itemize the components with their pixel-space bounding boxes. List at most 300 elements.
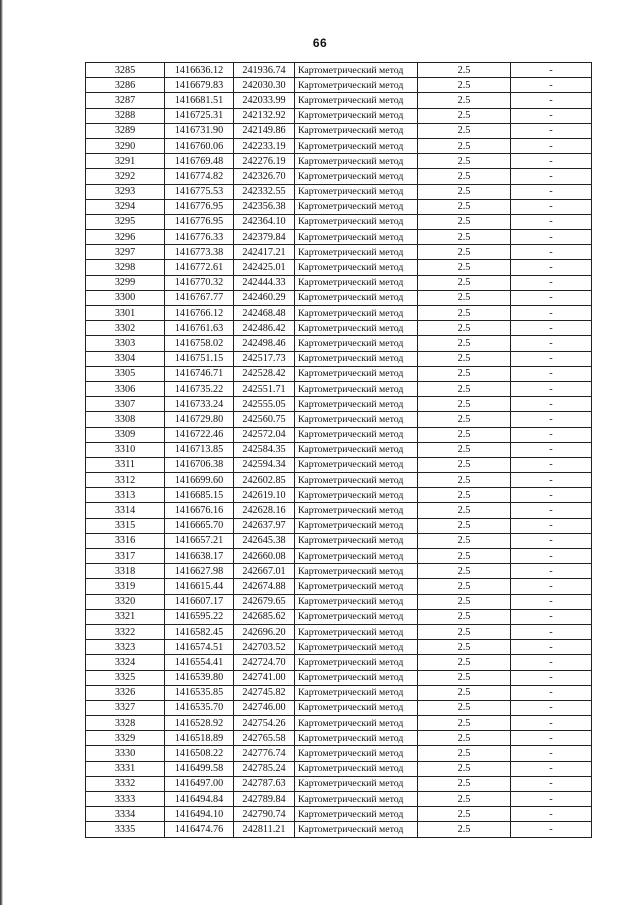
y-coordinate-cell: 242379.84: [234, 230, 295, 245]
x-coordinate-cell: 1416706.38: [165, 457, 234, 472]
y-coordinate-cell: 242584.35: [234, 442, 295, 457]
scan-edge-shadow: [0, 0, 3, 905]
x-coordinate-cell: 1416731.90: [165, 123, 234, 138]
accuracy-cell: 2.5: [418, 807, 511, 822]
point-number-cell: 3290: [86, 138, 165, 153]
method-cell: Картометрический метод: [295, 655, 418, 670]
note-cell: -: [511, 518, 592, 533]
method-cell: Картометрический метод: [295, 792, 418, 807]
point-number-cell: 3316: [86, 533, 165, 548]
method-cell: Картометрический метод: [295, 138, 418, 153]
point-number-cell: 3291: [86, 154, 165, 169]
point-number-cell: 3333: [86, 792, 165, 807]
note-cell: -: [511, 290, 592, 305]
y-coordinate-cell: 242790.74: [234, 807, 295, 822]
method-cell: Картометрический метод: [295, 518, 418, 533]
y-coordinate-cell: 242679.65: [234, 594, 295, 609]
x-coordinate-cell: 1416474.76: [165, 822, 234, 837]
table-row: [86, 549, 592, 564]
point-number-cell: 3299: [86, 275, 165, 290]
table-row: [86, 670, 592, 685]
table-row: [86, 93, 592, 108]
note-cell: -: [511, 351, 592, 366]
y-coordinate-cell: 241936.74: [234, 63, 295, 78]
accuracy-cell: 2.5: [418, 533, 511, 548]
accuracy-cell: 2.5: [418, 685, 511, 700]
method-cell: Картометрический метод: [295, 473, 418, 488]
x-coordinate-cell: 1416773.38: [165, 245, 234, 260]
accuracy-cell: 2.5: [418, 761, 511, 776]
y-coordinate-cell: 242602.85: [234, 473, 295, 488]
y-coordinate-cell: 242754.26: [234, 716, 295, 731]
note-cell: -: [511, 503, 592, 518]
point-number-cell: 3288: [86, 108, 165, 123]
point-number-cell: 3313: [86, 488, 165, 503]
y-coordinate-cell: 242619.10: [234, 488, 295, 503]
table-row: [86, 685, 592, 700]
y-coordinate-cell: 242696.20: [234, 624, 295, 639]
note-cell: -: [511, 321, 592, 336]
method-cell: Картометрический метод: [295, 776, 418, 791]
x-coordinate-cell: 1416725.31: [165, 108, 234, 123]
method-cell: Картометрический метод: [295, 640, 418, 655]
method-cell: Картометрический метод: [295, 442, 418, 457]
table-row: [86, 624, 592, 639]
table-row: [86, 442, 592, 457]
note-cell: -: [511, 169, 592, 184]
y-coordinate-cell: 242417.21: [234, 245, 295, 260]
point-number-cell: 3305: [86, 366, 165, 381]
note-cell: -: [511, 442, 592, 457]
accuracy-cell: 2.5: [418, 108, 511, 123]
note-cell: -: [511, 488, 592, 503]
x-coordinate-cell: 1416733.24: [165, 397, 234, 412]
point-number-cell: 3330: [86, 746, 165, 761]
accuracy-cell: 2.5: [418, 93, 511, 108]
point-number-cell: 3323: [86, 640, 165, 655]
note-cell: -: [511, 761, 592, 776]
method-cell: Картометрический метод: [295, 381, 418, 396]
table-row: [86, 579, 592, 594]
note-cell: -: [511, 731, 592, 746]
point-number-cell: 3297: [86, 245, 165, 260]
table-row: [86, 457, 592, 472]
note-cell: -: [511, 549, 592, 564]
table-row: [86, 184, 592, 199]
table-row: [86, 776, 592, 791]
y-coordinate-cell: 242468.48: [234, 306, 295, 321]
table-row: [86, 640, 592, 655]
x-coordinate-cell: 1416776.95: [165, 214, 234, 229]
accuracy-cell: 2.5: [418, 716, 511, 731]
y-coordinate-cell: 242332.55: [234, 184, 295, 199]
accuracy-cell: 2.5: [418, 290, 511, 305]
table-row: [86, 397, 592, 412]
method-cell: Картометрический метод: [295, 184, 418, 199]
accuracy-cell: 2.5: [418, 655, 511, 670]
accuracy-cell: 2.5: [418, 260, 511, 275]
y-coordinate-cell: 242498.46: [234, 336, 295, 351]
method-cell: Картометрический метод: [295, 63, 418, 78]
point-number-cell: 3314: [86, 503, 165, 518]
x-coordinate-cell: 1416746.71: [165, 366, 234, 381]
x-coordinate-cell: 1416638.17: [165, 549, 234, 564]
table-row: [86, 381, 592, 396]
method-cell: Картометрический метод: [295, 260, 418, 275]
y-coordinate-cell: 242628.16: [234, 503, 295, 518]
note-cell: -: [511, 473, 592, 488]
point-number-cell: 3327: [86, 700, 165, 715]
note-cell: -: [511, 579, 592, 594]
y-coordinate-cell: 242572.04: [234, 427, 295, 442]
point-number-cell: 3294: [86, 199, 165, 214]
note-cell: -: [511, 245, 592, 260]
note-cell: -: [511, 78, 592, 93]
accuracy-cell: 2.5: [418, 245, 511, 260]
note-cell: -: [511, 336, 592, 351]
accuracy-cell: 2.5: [418, 564, 511, 579]
accuracy-cell: 2.5: [418, 792, 511, 807]
y-coordinate-cell: 242517.73: [234, 351, 295, 366]
note-cell: -: [511, 214, 592, 229]
method-cell: Картометрический метод: [295, 457, 418, 472]
method-cell: Картометрический метод: [295, 609, 418, 624]
y-coordinate-cell: 242486.42: [234, 321, 295, 336]
point-number-cell: 3298: [86, 260, 165, 275]
table-row: [86, 731, 592, 746]
accuracy-cell: 2.5: [418, 442, 511, 457]
table-row: [86, 716, 592, 731]
y-coordinate-cell: 242594.34: [234, 457, 295, 472]
x-coordinate-cell: 1416554.41: [165, 655, 234, 670]
note-cell: -: [511, 716, 592, 731]
table-row: [86, 321, 592, 336]
y-coordinate-cell: 242660.08: [234, 549, 295, 564]
y-coordinate-cell: 242364.10: [234, 214, 295, 229]
method-cell: Картометрический метод: [295, 594, 418, 609]
coordinates-table-body: [86, 63, 592, 838]
point-number-cell: 3309: [86, 427, 165, 442]
y-coordinate-cell: 242356.38: [234, 199, 295, 214]
y-coordinate-cell: 242425.01: [234, 260, 295, 275]
point-number-cell: 3326: [86, 685, 165, 700]
x-coordinate-cell: 1416735.22: [165, 381, 234, 396]
accuracy-cell: 2.5: [418, 169, 511, 184]
note-cell: -: [511, 138, 592, 153]
accuracy-cell: 2.5: [418, 700, 511, 715]
point-number-cell: 3295: [86, 214, 165, 229]
note-cell: -: [511, 533, 592, 548]
point-number-cell: 3306: [86, 381, 165, 396]
page-number: 66: [312, 36, 328, 50]
x-coordinate-cell: 1416535.70: [165, 700, 234, 715]
accuracy-cell: 2.5: [418, 427, 511, 442]
y-coordinate-cell: 242785.24: [234, 761, 295, 776]
point-number-cell: 3292: [86, 169, 165, 184]
point-number-cell: 3285: [86, 63, 165, 78]
point-number-cell: 3289: [86, 123, 165, 138]
table-row: [86, 473, 592, 488]
accuracy-cell: 2.5: [418, 640, 511, 655]
note-cell: -: [511, 427, 592, 442]
accuracy-cell: 2.5: [418, 579, 511, 594]
accuracy-cell: 2.5: [418, 138, 511, 153]
note-cell: -: [511, 230, 592, 245]
table-row: [86, 199, 592, 214]
y-coordinate-cell: 242745.82: [234, 685, 295, 700]
y-coordinate-cell: 242724.70: [234, 655, 295, 670]
x-coordinate-cell: 1416636.12: [165, 63, 234, 78]
note-cell: -: [511, 397, 592, 412]
x-coordinate-cell: 1416769.48: [165, 154, 234, 169]
table-row: [86, 63, 592, 78]
x-coordinate-cell: 1416761.63: [165, 321, 234, 336]
table-row: [86, 655, 592, 670]
point-number-cell: 3293: [86, 184, 165, 199]
x-coordinate-cell: 1416767.77: [165, 290, 234, 305]
method-cell: Картометрический метод: [295, 412, 418, 427]
y-coordinate-cell: 242276.19: [234, 154, 295, 169]
note-cell: -: [511, 123, 592, 138]
method-cell: Картометрический метод: [295, 533, 418, 548]
y-coordinate-cell: 242560.75: [234, 412, 295, 427]
accuracy-cell: 2.5: [418, 123, 511, 138]
accuracy-cell: 2.5: [418, 776, 511, 791]
table-row: [86, 260, 592, 275]
method-cell: Картометрический метод: [295, 321, 418, 336]
point-number-cell: 3300: [86, 290, 165, 305]
note-cell: -: [511, 275, 592, 290]
point-number-cell: 3324: [86, 655, 165, 670]
table-row: [86, 533, 592, 548]
note-cell: -: [511, 260, 592, 275]
method-cell: Картометрический метод: [295, 351, 418, 366]
x-coordinate-cell: 1416776.33: [165, 230, 234, 245]
method-cell: Картометрический метод: [295, 336, 418, 351]
y-coordinate-cell: 242528.42: [234, 366, 295, 381]
method-cell: Картометрический метод: [295, 579, 418, 594]
method-cell: Картометрический метод: [295, 427, 418, 442]
point-number-cell: 3307: [86, 397, 165, 412]
x-coordinate-cell: 1416607.17: [165, 594, 234, 609]
note-cell: -: [511, 381, 592, 396]
table-row: [86, 230, 592, 245]
y-coordinate-cell: 242033.99: [234, 93, 295, 108]
note-cell: -: [511, 184, 592, 199]
point-number-cell: 3334: [86, 807, 165, 822]
y-coordinate-cell: 242741.00: [234, 670, 295, 685]
accuracy-cell: 2.5: [418, 306, 511, 321]
note-cell: -: [511, 594, 592, 609]
x-coordinate-cell: 1416774.82: [165, 169, 234, 184]
y-coordinate-cell: 242132.92: [234, 108, 295, 123]
y-coordinate-cell: 242789.84: [234, 792, 295, 807]
y-coordinate-cell: 242703.52: [234, 640, 295, 655]
x-coordinate-cell: 1416595.22: [165, 609, 234, 624]
point-number-cell: 3311: [86, 457, 165, 472]
x-coordinate-cell: 1416766.12: [165, 306, 234, 321]
table-row: [86, 366, 592, 381]
y-coordinate-cell: 242555.05: [234, 397, 295, 412]
method-cell: Картометрический метод: [295, 214, 418, 229]
method-cell: Картометрический метод: [295, 670, 418, 685]
table-row: [86, 275, 592, 290]
x-coordinate-cell: 1416535.85: [165, 685, 234, 700]
method-cell: Картометрический метод: [295, 503, 418, 518]
table-row: [86, 412, 592, 427]
note-cell: -: [511, 93, 592, 108]
note-cell: -: [511, 199, 592, 214]
point-number-cell: 3335: [86, 822, 165, 837]
x-coordinate-cell: 1416713.85: [165, 442, 234, 457]
method-cell: Картометрический метод: [295, 169, 418, 184]
note-cell: -: [511, 640, 592, 655]
table-row: [86, 427, 592, 442]
note-cell: -: [511, 792, 592, 807]
y-coordinate-cell: 242326.70: [234, 169, 295, 184]
y-coordinate-cell: 242149.86: [234, 123, 295, 138]
accuracy-cell: 2.5: [418, 412, 511, 427]
method-cell: Картометрический метод: [295, 731, 418, 746]
method-cell: Картометрический метод: [295, 564, 418, 579]
accuracy-cell: 2.5: [418, 624, 511, 639]
x-coordinate-cell: 1416528.92: [165, 716, 234, 731]
note-cell: -: [511, 700, 592, 715]
point-number-cell: 3304: [86, 351, 165, 366]
accuracy-cell: 2.5: [418, 397, 511, 412]
point-number-cell: 3287: [86, 93, 165, 108]
y-coordinate-cell: 242674.88: [234, 579, 295, 594]
x-coordinate-cell: 1416582.45: [165, 624, 234, 639]
note-cell: -: [511, 624, 592, 639]
x-coordinate-cell: 1416497.00: [165, 776, 234, 791]
method-cell: Картометрический метод: [295, 78, 418, 93]
y-coordinate-cell: 242233.19: [234, 138, 295, 153]
note-cell: -: [511, 685, 592, 700]
accuracy-cell: 2.5: [418, 199, 511, 214]
x-coordinate-cell: 1416574.51: [165, 640, 234, 655]
point-number-cell: 3312: [86, 473, 165, 488]
y-coordinate-cell: 242787.63: [234, 776, 295, 791]
table-row: [86, 336, 592, 351]
accuracy-cell: 2.5: [418, 518, 511, 533]
point-number-cell: 3329: [86, 731, 165, 746]
y-coordinate-cell: 242460.29: [234, 290, 295, 305]
table-row: [86, 594, 592, 609]
note-cell: -: [511, 366, 592, 381]
x-coordinate-cell: 1416665.70: [165, 518, 234, 533]
note-cell: -: [511, 746, 592, 761]
y-coordinate-cell: 242637.97: [234, 518, 295, 533]
table-row: [86, 609, 592, 624]
point-number-cell: 3325: [86, 670, 165, 685]
accuracy-cell: 2.5: [418, 822, 511, 837]
y-coordinate-cell: 242667.01: [234, 564, 295, 579]
x-coordinate-cell: 1416518.89: [165, 731, 234, 746]
point-number-cell: 3318: [86, 564, 165, 579]
accuracy-cell: 2.5: [418, 381, 511, 396]
y-coordinate-cell: 242776.74: [234, 746, 295, 761]
method-cell: Картометрический метод: [295, 488, 418, 503]
x-coordinate-cell: 1416679.83: [165, 78, 234, 93]
x-coordinate-cell: 1416494.84: [165, 792, 234, 807]
point-number-cell: 3302: [86, 321, 165, 336]
note-cell: -: [511, 306, 592, 321]
note-cell: -: [511, 609, 592, 624]
table-row: [86, 214, 592, 229]
y-coordinate-cell: 242765.58: [234, 731, 295, 746]
point-number-cell: 3319: [86, 579, 165, 594]
accuracy-cell: 2.5: [418, 549, 511, 564]
note-cell: -: [511, 564, 592, 579]
method-cell: Картометрический метод: [295, 549, 418, 564]
x-coordinate-cell: 1416627.98: [165, 564, 234, 579]
method-cell: Картометрический метод: [295, 93, 418, 108]
x-coordinate-cell: 1416751.15: [165, 351, 234, 366]
note-cell: -: [511, 822, 592, 837]
table-row: [86, 761, 592, 776]
accuracy-cell: 2.5: [418, 731, 511, 746]
method-cell: Картометрический метод: [295, 306, 418, 321]
point-number-cell: 3301: [86, 306, 165, 321]
point-number-cell: 3315: [86, 518, 165, 533]
table-row: [86, 351, 592, 366]
accuracy-cell: 2.5: [418, 488, 511, 503]
x-coordinate-cell: 1416499.58: [165, 761, 234, 776]
x-coordinate-cell: 1416760.06: [165, 138, 234, 153]
method-cell: Картометрический метод: [295, 700, 418, 715]
table-row: [86, 154, 592, 169]
method-cell: Картометрический метод: [295, 746, 418, 761]
y-coordinate-cell: 242645.38: [234, 533, 295, 548]
table-row: [86, 807, 592, 822]
accuracy-cell: 2.5: [418, 503, 511, 518]
accuracy-cell: 2.5: [418, 473, 511, 488]
accuracy-cell: 2.5: [418, 154, 511, 169]
table-row: [86, 123, 592, 138]
x-coordinate-cell: 1416508.22: [165, 746, 234, 761]
accuracy-cell: 2.5: [418, 63, 511, 78]
accuracy-cell: 2.5: [418, 230, 511, 245]
accuracy-cell: 2.5: [418, 670, 511, 685]
x-coordinate-cell: 1416676.16: [165, 503, 234, 518]
table-row: [86, 290, 592, 305]
coordinates-table: [85, 62, 592, 838]
method-cell: Картометрический метод: [295, 108, 418, 123]
y-coordinate-cell: 242746.00: [234, 700, 295, 715]
point-number-cell: 3317: [86, 549, 165, 564]
accuracy-cell: 2.5: [418, 609, 511, 624]
point-number-cell: 3332: [86, 776, 165, 791]
table-row: [86, 746, 592, 761]
x-coordinate-cell: 1416770.32: [165, 275, 234, 290]
x-coordinate-cell: 1416776.95: [165, 199, 234, 214]
method-cell: Картометрический метод: [295, 397, 418, 412]
accuracy-cell: 2.5: [418, 351, 511, 366]
accuracy-cell: 2.5: [418, 184, 511, 199]
method-cell: Картометрический метод: [295, 624, 418, 639]
x-coordinate-cell: 1416772.61: [165, 260, 234, 275]
y-coordinate-cell: 242811.21: [234, 822, 295, 837]
method-cell: Картометрический метод: [295, 366, 418, 381]
method-cell: Картометрический метод: [295, 761, 418, 776]
method-cell: Картометрический метод: [295, 245, 418, 260]
accuracy-cell: 2.5: [418, 321, 511, 336]
method-cell: Картометрический метод: [295, 822, 418, 837]
x-coordinate-cell: 1416775.53: [165, 184, 234, 199]
method-cell: Картометрический метод: [295, 275, 418, 290]
method-cell: Картометрический метод: [295, 716, 418, 731]
